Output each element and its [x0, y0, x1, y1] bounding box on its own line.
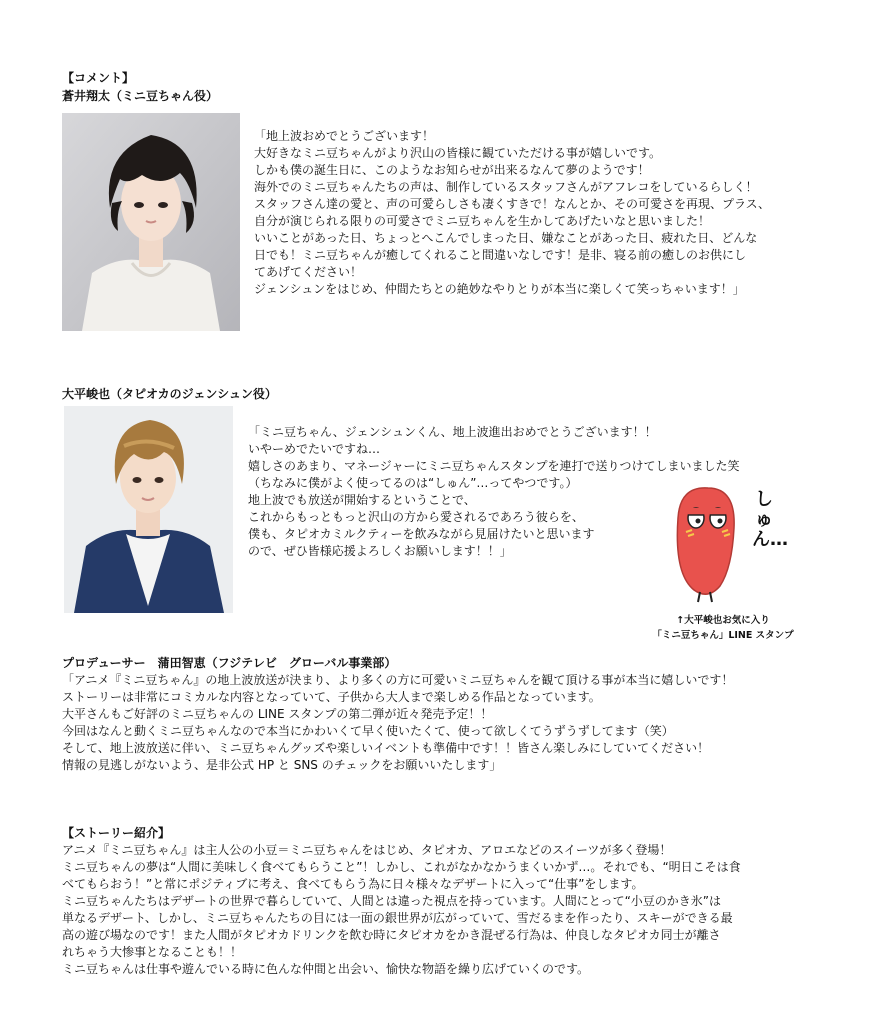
story-line: れちゃう大惨事となることも！！	[62, 945, 243, 959]
aoi-comment-line: 大好きなミニ豆ちゃんがより沢山の皆様に観ていただける事が嬉しいです。	[254, 146, 662, 160]
producer-comment-line: 情報の見逃しがないよう、是非公式 HP と SNS のチェックをお願いいたします」	[62, 758, 502, 772]
sticker-text: しゅん…	[752, 489, 788, 550]
aoi-comment-line: スタッフさん達の愛と、声の可愛らしさも凄くすきで！なんとか、その可愛さを再現、プラス、	[254, 197, 771, 211]
ohira-comment-line: 地上波でも放送が開始するということで、	[248, 493, 476, 507]
story-heading: 【ストーリー紹介】	[62, 826, 171, 840]
producer-comment-line: そして、地上波放送に伴い、ミニ豆ちゃんグッズや楽しいイベントも準備中です！！皆さん楽しみにしていてください！	[62, 741, 710, 755]
producer-comment-line: 「アニメ『ミニ豆ちゃん』の地上波放送が決まり、より多くの方に可愛いミニ豆ちゃんを観て頂ける事が本当に嬉しいです！	[62, 673, 734, 687]
ohira-comment-line: これからもっともっと沢山の方から愛されるであろう彼らを、	[248, 510, 584, 524]
story-line: ミニ豆ちゃんの夢は“人間に美味しく食べてもらうこと”！しかし、これがなかなかうまくいかず…。それでも、“明日こそは食	[62, 860, 741, 874]
ohira-name-role: 大平峻也（タピオカのジェンシュン役）	[62, 387, 277, 401]
story-line: アニメ『ミニ豆ちゃん』は主人公の小豆＝ミニ豆ちゃんをはじめ、タピオカ、アロエなどのスイーツが多く登場！	[62, 843, 672, 857]
aoi-comment-line: 日でも！ミニ豆ちゃんが癒してくれること間違いなしです！是非、寝る前の癒しのお供にし	[254, 248, 747, 262]
aoi-comment-line: 「地上波おめでとうございます！	[254, 129, 435, 143]
ohira-portrait	[64, 406, 233, 613]
aoi-name-role: 蒼井翔太（ミニ豆ちゃん役）	[62, 89, 219, 103]
aoi-comment-line: ジェンシュンをはじめ、仲間たちとの絶妙なやりとりが本当に楽しくて笑っちゃいます！」	[254, 282, 745, 296]
story-line: べてもらおう！”と常にポジティブに考え、食べてもらう為に日々様々なデザートに入って“仕事”をします。	[62, 877, 644, 891]
producer-comment-line: 今回はなんと動くミニ豆ちゃんなので本当にかわいくて早く使いたくて、使って欲しくてうずうずしてます（笑）	[62, 724, 674, 738]
comment-heading: 【コメント】	[62, 71, 135, 85]
story-line: ミニ豆ちゃんは仕事や遊んでいる時に色んな仲間と出会い、愉快な物語を繰り広げていくのです。	[62, 962, 590, 976]
ohira-comment-line: （ちなみに僕がよく使ってるのは“しゅん”…ってやつです。）	[248, 476, 578, 490]
aoi-comment-line: 海外でのミニ豆ちゃんたちの声は、制作しているスタッフさんがアフレコをしているらしく！	[254, 180, 758, 194]
story-line: 単なるデザート、しかし、ミニ豆ちゃんたちの目には一面の銀世界が広がっていて、雪だるまを作ったり、スキーができる最	[62, 911, 733, 925]
producer-comment-line: 大平さんもご好評のミニ豆ちゃんの LINE スタンプの第二弾が近々発売予定！！	[62, 707, 493, 721]
aoi-comment-line: てあげてください！	[254, 265, 363, 279]
producer-comment-line: ストーリーは非常にコミカルな内容となっていて、子供から大人まで楽しめる作品となっています。	[62, 690, 601, 704]
mini-mame-sticker	[660, 478, 790, 608]
ohira-comment-line: 僕も、タピオカミルクティーを飲みながら見届けたいと思います	[248, 527, 595, 541]
aoi-comment-line: いいことがあった日、ちょっとへこんでしまった日、嫌なことがあった日、疲れた日、どんな	[254, 231, 758, 245]
producer-name-role: プロデューサー 蒲田智恵（フジテレビ グローバル事業部）	[62, 656, 397, 670]
ohira-comment-line: いやーめでたいですね…	[248, 442, 381, 456]
ohira-comment-line: 嬉しさのあまり、マネージャーにミニ豆ちゃんスタンプを連打で送りつけてしまいました笑	[248, 459, 740, 473]
story-line: ミニ豆ちゃんたちはデザートの世界で暮らしていて、人間とは違った視点を持っています。人間にとって“小豆のかき氷”は	[62, 894, 721, 908]
sticker-caption-line2: 「ミニ豆ちゃん」LINE スタンプ	[652, 630, 794, 641]
story-line: 高の遊び場なのです！また人間がタピオカドリンクを飲む時にタピオカをかき混ぜる行為は、仲良しなタピオカ同士が離さ	[62, 928, 721, 942]
aoi-portrait	[62, 113, 240, 331]
sticker-caption-line1: ↑大平峻也お気に入り	[676, 615, 770, 626]
aoi-comment-line: しかも僕の誕生日に、このようなお知らせが出来るなんて夢のようです！	[254, 163, 650, 177]
ohira-comment-line: ので、ぜひ皆様応援よろしくお願いします！！」	[248, 544, 512, 558]
ohira-comment-line: 「ミニ豆ちゃん、ジェンシュンくん、地上波進出おめでとうございます！！	[248, 425, 657, 439]
aoi-comment-line: 自分が演じられる限りの可愛さでミニ豆ちゃんを生かしてあげたいなと思いました！	[254, 214, 711, 228]
